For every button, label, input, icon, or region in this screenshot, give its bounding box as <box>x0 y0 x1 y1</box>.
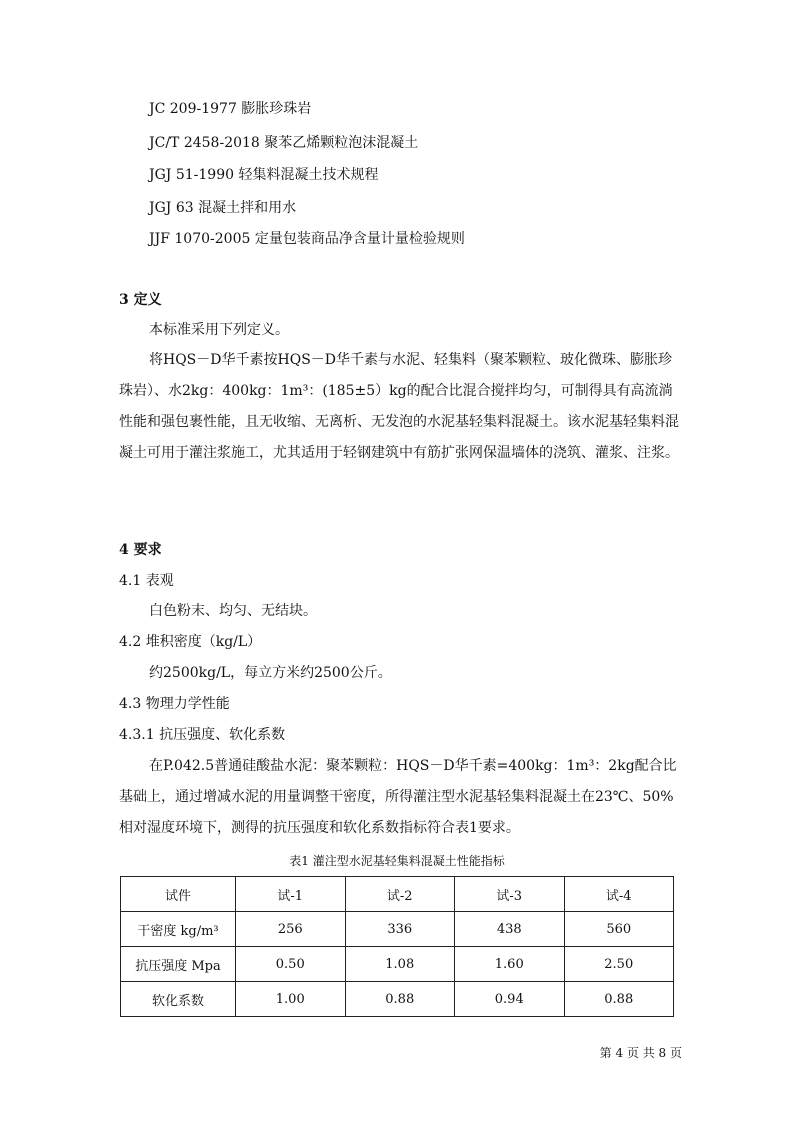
section-3-heading: 3 定义 <box>119 292 162 308</box>
page-footer: 第 4 页 共 8 页 <box>599 1046 682 1060</box>
section-4-1-text: 白色粉末、均匀、无结块。 <box>149 603 317 619</box>
table-cell: 1.08 <box>345 947 455 982</box>
table-cell: 560 <box>564 912 674 947</box>
section-4-heading: 4 要求 <box>119 542 162 558</box>
reference-item: JC/T 2458-2018 聚苯乙烯颗粒泡沫混凝土 <box>149 135 419 151</box>
table-row <box>121 912 674 947</box>
section-4-2-text: 约2500kg/L，每立方米约2500公斤。 <box>149 665 392 681</box>
table-row <box>121 982 674 1017</box>
table-cell: 336 <box>345 912 455 947</box>
table-cell: 256 <box>236 912 346 947</box>
table-cell: 438 <box>455 912 565 947</box>
table-row <box>121 947 674 982</box>
table-cell: 0.94 <box>455 982 565 1017</box>
table-cell: 0.88 <box>564 982 674 1017</box>
table-header-cell: 试-2 <box>345 877 455 912</box>
section-4-3-1-heading: 4.3.1 抗压强度、软化系数 <box>119 727 286 743</box>
reference-item: JC 209-1977 膨胀珍珠岩 <box>149 101 312 117</box>
reference-item: JGJ 51-1990 轻集料混凝土技术规程 <box>149 167 379 183</box>
performance-table <box>120 876 674 1017</box>
table-cell: 软化系数 <box>121 982 236 1017</box>
section-3-intro: 本标准采用下列定义。 <box>149 322 289 338</box>
table-cell: 1.00 <box>236 982 346 1017</box>
table-cell: 2.50 <box>564 947 674 982</box>
table-cell: 1.60 <box>455 947 565 982</box>
table-header-cell: 试-3 <box>455 877 565 912</box>
section-4-1-heading: 4.1 表观 <box>119 573 174 589</box>
table-cell: 0.88 <box>345 982 455 1017</box>
reference-item: JGJ 63 混凝土拌和用水 <box>149 200 297 216</box>
table-header-cell: 试-1 <box>236 877 346 912</box>
section-4-3-heading: 4.3 物理力学性能 <box>119 696 230 712</box>
table-header-cell: 试件 <box>121 877 236 912</box>
table-cell: 0.50 <box>236 947 346 982</box>
table-cell: 抗压强度 Mpa <box>121 947 236 982</box>
section-3-body: 将HQS－D华千素按HQS－D华千素与水泥、轻集料（聚苯颗粒、玻化微珠、膨胀珍珠岩）、水2kg：400kg：1m³：(185±5）kg的配合比混合搅拌均匀，可制得具有高流淌性能和强包裹性能，且无收缩、无离析、无发泡的水泥基轻集料混凝土。该水泥基轻集料混凝土可用于灌注浆施工，尤其适用于轻钢建筑中有筋扩张网保温墙体的浇筑、灌浆、注浆。 <box>119 352 679 461</box>
table-header-cell: 试-4 <box>564 877 674 912</box>
section-4-2-heading: 4.2 堆积密度（kg/L） <box>119 634 262 650</box>
table-caption: 表1 灌注型水泥基轻集料混凝土性能指标 <box>289 854 505 868</box>
table-header-row <box>121 877 674 912</box>
table-cell: 干密度 kg/m³ <box>121 912 236 947</box>
reference-item: JJF 1070-2005 定量包装商品净含量计量检验规则 <box>149 231 465 247</box>
section-4-3-1-text: 在P.042.5普通硅酸盐水泥：聚苯颗粒：HQS－D华千素=400kg：1m³：2kg配合比基础上，通过增减水泥的用量调整干密度，所得灌注型水泥基轻集料混凝土在23℃、50%相对湿度环境下，测得的抗压强度和软化系数指标符合表1要求。 <box>119 758 677 836</box>
